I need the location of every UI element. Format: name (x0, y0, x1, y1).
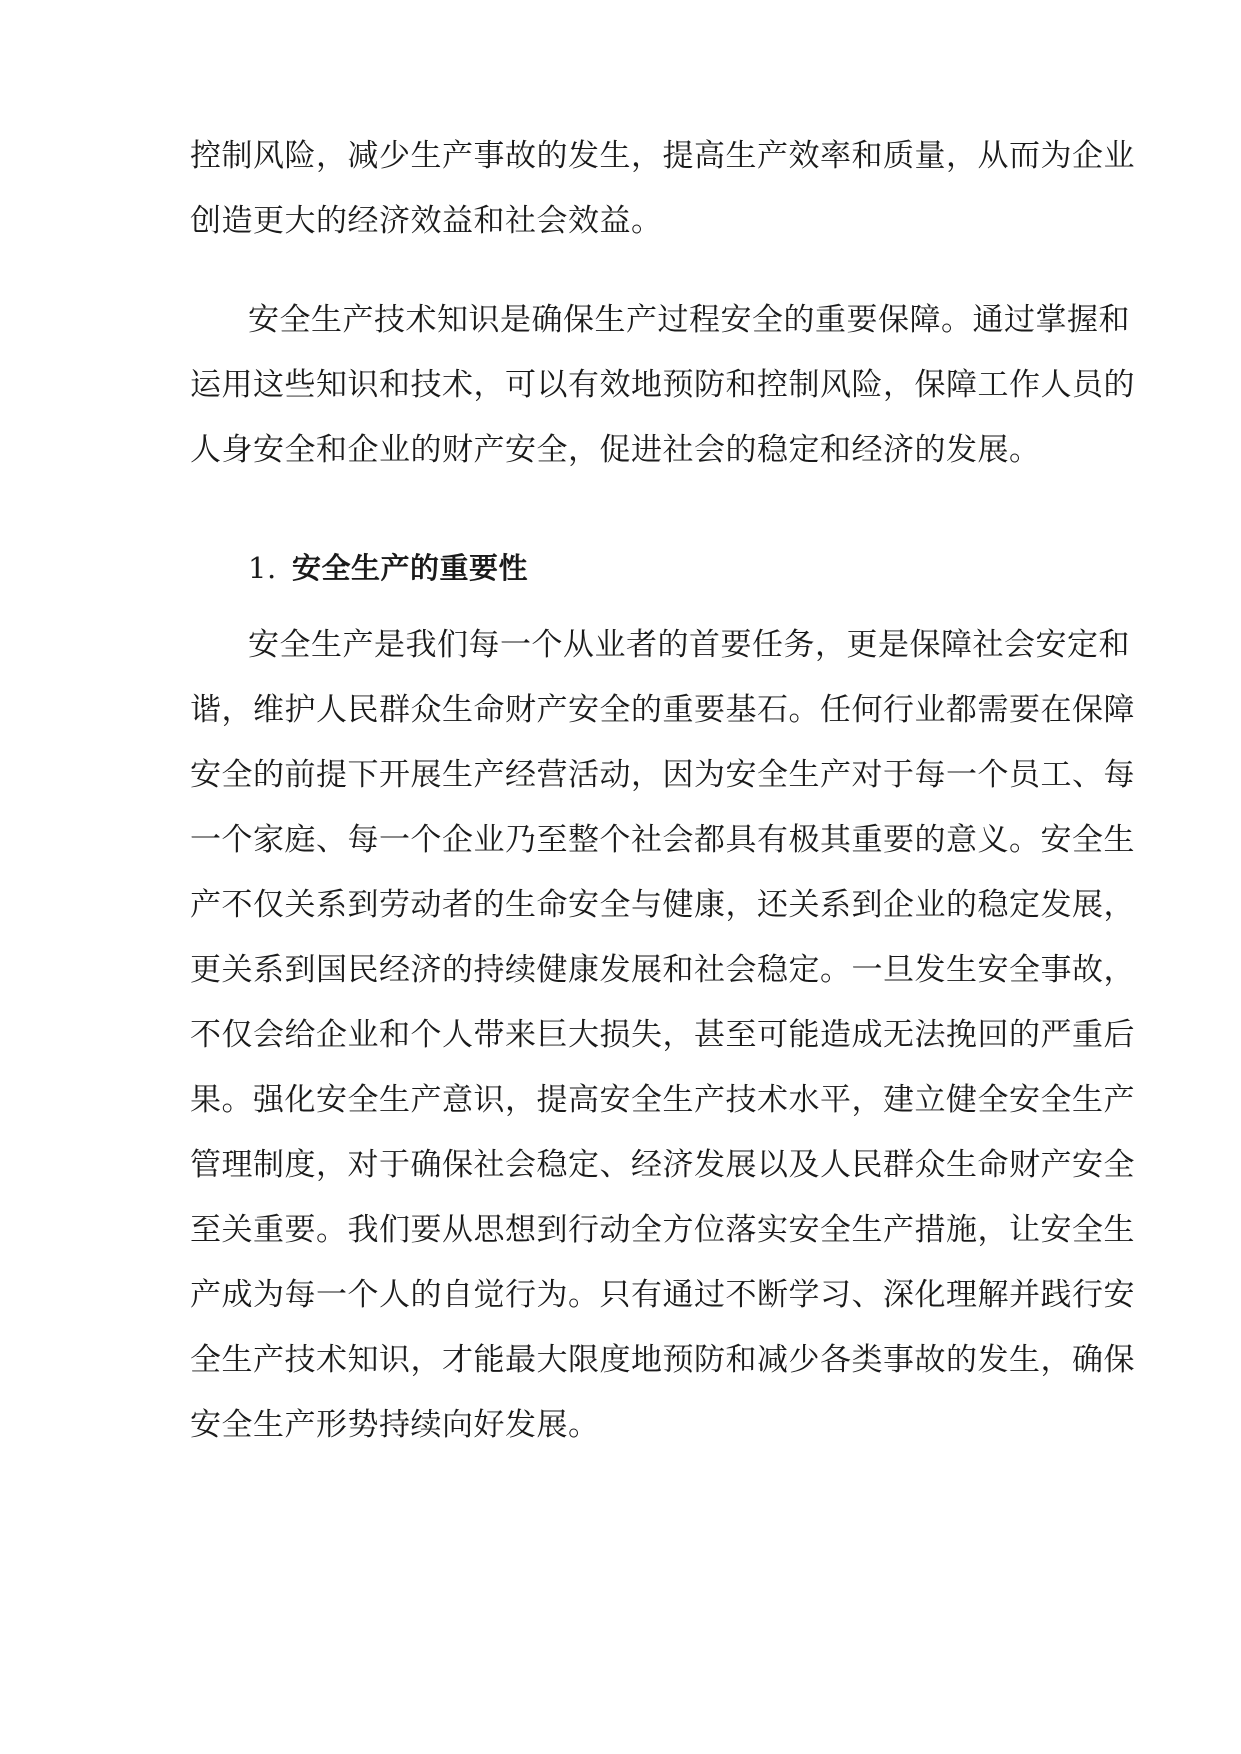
section-heading (248, 548, 1110, 588)
paragraph-line: 全生产技术知识，才能最大限度地预防和减少各类事故的发生，确保 (190, 1342, 1135, 1378)
paragraph-line: 管理制度，对于确保社会稳定、经济发展以及人民群众生命财产安全 (190, 1147, 1135, 1183)
section-number: 1. (248, 551, 277, 585)
paragraph-line: 安全生产技术知识是确保生产过程安全的重要保障。通过掌握和 (248, 302, 1130, 338)
paragraph-line: 更关系到国民经济的持续健康发展和社会稳定。一旦发生安全事故， (190, 952, 1135, 988)
paragraph-line: 产不仅关系到劳动者的生命安全与健康，还关系到企业的稳定发展， (190, 887, 1135, 923)
paragraph-line: 安全生产是我们每一个从业者的首要任务，更是保障社会安定和 (248, 627, 1130, 663)
section-title: 安全生产的重要性 (292, 551, 529, 585)
paragraph-line: 创造更大的经济效益和社会效益。 (190, 203, 663, 239)
paragraph-line: 谐，维护人民群众生命财产安全的重要基石。任何行业都需要在保障 (190, 692, 1135, 728)
paragraph-line: 至关重要。我们要从思想到行动全方位落实安全生产措施，让安全生 (190, 1212, 1135, 1248)
paragraph-line: 产成为每一个人的自觉行为。只有通过不断学习、深化理解并践行安 (190, 1277, 1135, 1313)
paragraph-line: 果。强化安全生产意识，提高安全生产技术水平，建立健全安全生产 (190, 1082, 1135, 1118)
paragraph-line: 人身安全和企业的财产安全，促进社会的稳定和经济的发展。 (190, 432, 1041, 468)
paragraph-line: 一个家庭、每一个企业乃至整个社会都具有极其重要的意义。安全生 (190, 822, 1135, 858)
paragraph-line: 不仅会给企业和个人带来巨大损失，甚至可能造成无法挽回的严重后 (190, 1017, 1135, 1053)
paragraph-line: 运用这些知识和技术，可以有效地预防和控制风险，保障工作人员的 (190, 367, 1135, 403)
paragraph-line: 安全生产形势持续向好发展。 (190, 1407, 600, 1443)
paragraph-line: 安全的前提下开展生产经营活动，因为安全生产对于每一个员工、每 (190, 757, 1135, 793)
paragraph-line: 控制风险，减少生产事故的发生，提高生产效率和质量，从而为企业 (190, 138, 1135, 174)
